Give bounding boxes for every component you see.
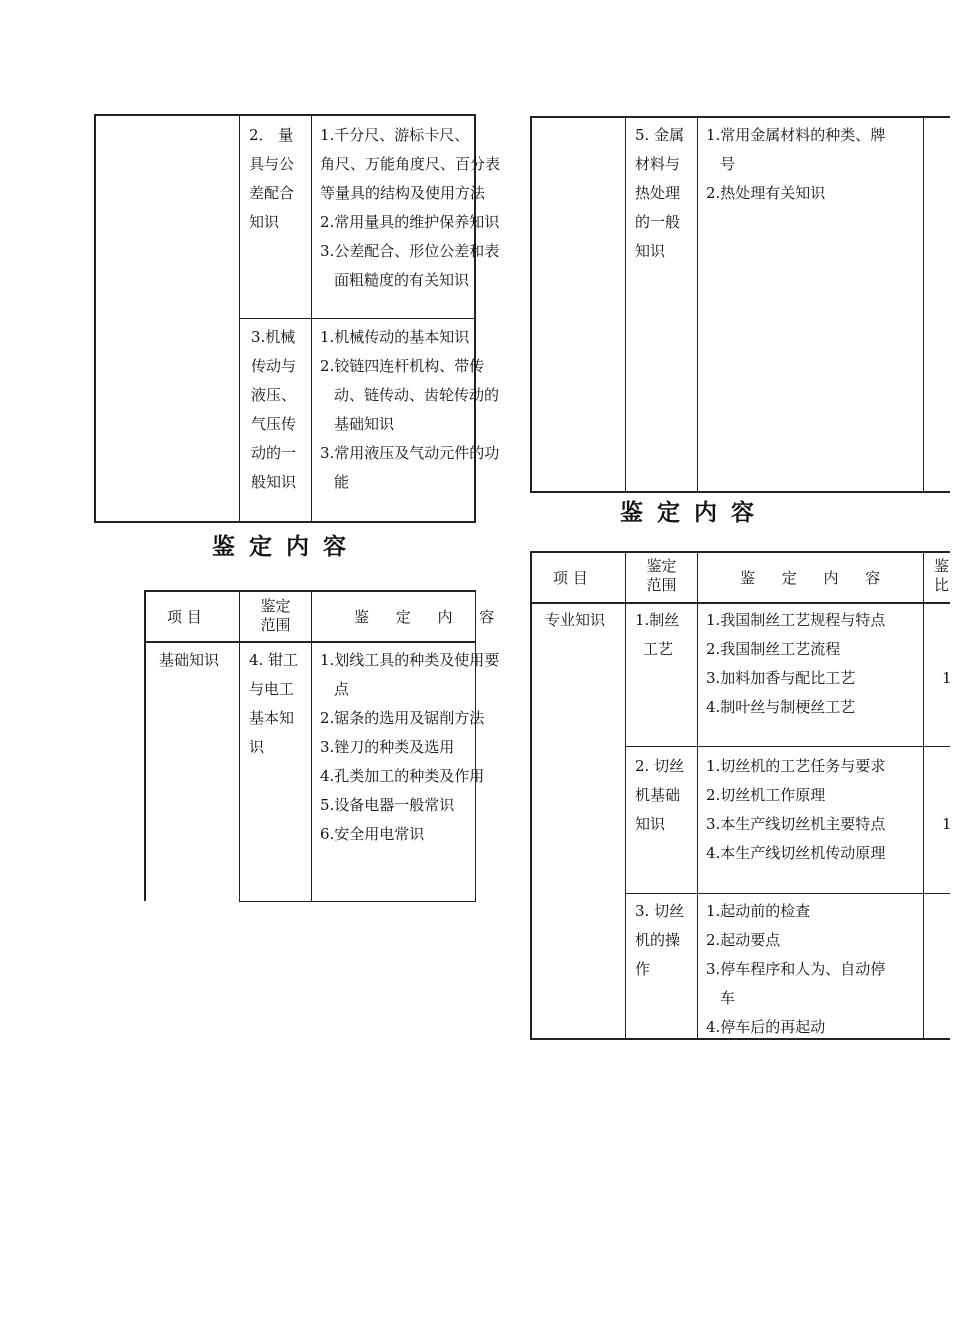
lower-right-col-divider-3 <box>923 551 924 1040</box>
lower-right-header-ratio: 鉴 比 <box>934 557 950 594</box>
upper-right-left <box>530 116 532 493</box>
lower-left-header-range: 鉴定 范围 <box>260 597 291 634</box>
upper-left-range-2: 3.机械 传动与 液压、 气压传 动的一 般知识 <box>251 328 297 491</box>
lower-right-range-3: 3. 切丝 机的操 作 <box>635 902 685 978</box>
upper-left-content-1: 1.千分尺、游标卡尺、 角尺、万能角度尺、百分表 等量具的结构及使用方法 2.常用量具的维护保养知识 3.公差配合、形位公差和表 面粗糙度的有关知识 <box>320 126 501 289</box>
lower-right-header-item: 项 目 <box>553 569 588 587</box>
lower-right-top <box>530 551 950 553</box>
section-title-right: 鉴定内容 <box>620 500 768 526</box>
lower-right-content-3: 1.起动前的检查 2.起动要点 3.停车程序和人为、自动停 车 4.停车后的再起动 <box>706 902 886 1036</box>
upper-left-range-1: 2． 量 具与公 差配合 知识 <box>249 126 295 231</box>
lower-left-top <box>144 590 476 592</box>
lower-right-row-divider-2 <box>625 893 950 894</box>
lower-right-header-bottom <box>530 602 950 604</box>
upper-left-row-divider <box>239 318 475 319</box>
lower-right-content-1: 1.我国制丝工艺规程与特点 2.我国制丝工艺流程 3.加料加香与配比工艺 4.制叶丝与制梗丝工艺 <box>706 611 886 716</box>
lower-left-header-item: 项 目 <box>167 608 202 626</box>
upper-right-col-divider-1 <box>625 116 626 493</box>
lower-right-header-range: 鉴定 范围 <box>646 557 677 594</box>
lower-left-content: 1.划线工具的种类及使用要 点 2.锯条的选用及锯削方法 3.锉刀的种类及选用 4.孔类加工的种类及作用 5.设备电器一般常识 6.安全用电常识 <box>320 651 500 843</box>
upper-right-col-divider-2 <box>697 116 698 493</box>
lower-left-item: 基础知识 <box>159 651 220 669</box>
lower-left-col-divider-2 <box>311 590 312 902</box>
lower-right-col-divider-1 <box>625 551 626 1040</box>
lower-right-ratio-1: 1 <box>942 669 952 687</box>
lower-right-ratio-2: 1 <box>942 815 952 833</box>
upper-right-range: 5. 金属 材料与 热处理 的一般 知识 <box>635 126 685 260</box>
upper-left-content-2: 1.机械传动的基本知识 2.铰链四连杆机构、带传 动、链传动、齿轮传动的 基础知识 3.常用液压及气动元件的功 能 <box>320 328 500 491</box>
lower-right-range-1: 1.制丝 工艺 <box>635 611 680 658</box>
upper-right-content: 1.常用金属材料的种类、牌 号 2.热处理有关知识 <box>706 126 886 202</box>
lower-right-header-content: 鉴 定 内 容 <box>740 569 881 587</box>
lower-left-range: 4. 钳工 与电工 基本知 识 <box>249 651 299 756</box>
lower-right-row-divider-1 <box>625 746 950 747</box>
lower-right-col-divider-2 <box>697 551 698 1040</box>
upper-right-top <box>530 116 950 118</box>
section-title-left: 鉴定内容 <box>212 534 360 560</box>
lower-left-bottom <box>239 901 476 902</box>
lower-left-header-bottom <box>144 641 476 643</box>
upper-right-bottom <box>530 491 950 493</box>
upper-right-col-divider-3 <box>923 116 924 493</box>
lower-left-outer-left <box>144 590 146 901</box>
lower-right-item: 专业知识 <box>545 611 606 629</box>
lower-right-content-2: 1.切丝机的工艺任务与要求 2.切丝机工作原理 3.本生产线切丝机主要特点 4.本生产线切丝机传动原理 <box>706 757 886 862</box>
lower-right-range-2: 2. 切丝 机基础 知识 <box>635 757 685 833</box>
lower-left-col-divider-1 <box>239 590 240 902</box>
lower-left-header-content: 鉴 定 内 容 <box>354 608 495 626</box>
lower-right-left <box>530 551 532 1040</box>
